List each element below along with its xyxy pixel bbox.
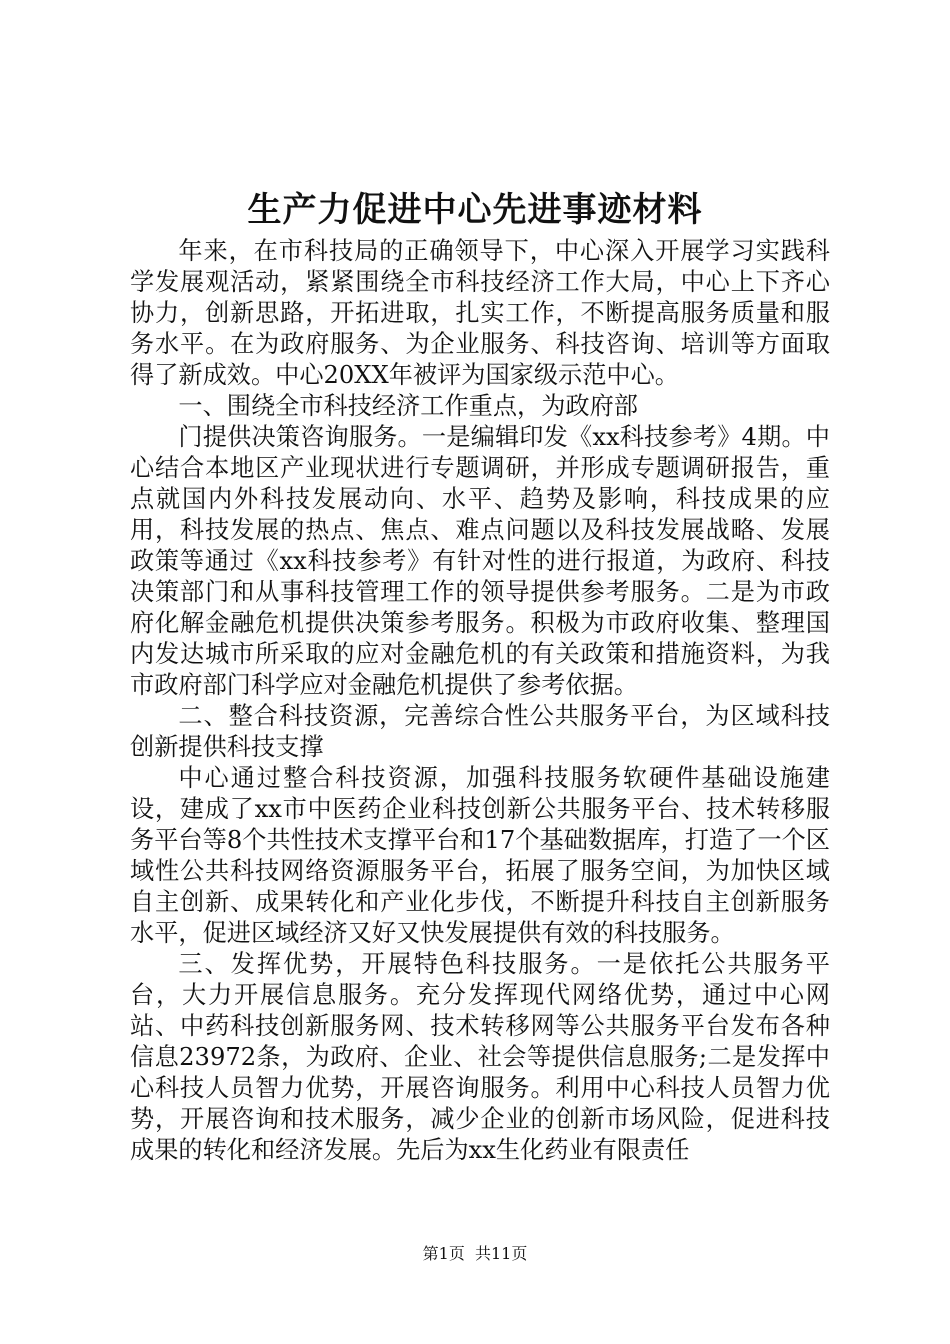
paragraph-intro: 年来，在市科技局的正确领导下，中心深入开展学习实践科学发展观活动，紧紧围绕全市科技经济工作大局，中心上下齐心协力，创新思路，开拓进取，扎实工作，不断提高服务质量和服务水平。在为政府服务、为企业服务、科技咨询、培训等方面取得了新成效。中心20XX年被评为国家级示范中心。 xyxy=(130,237,830,389)
paragraph-section-3-body: 三、发挥优势，开展特色科技服务。一是依托公共服务平台，大力开展信息服务。充分发挥现代网络优势，通过中心网站、中药科技创新服务网、技术转移网等公共服务平台发布各种信息23972条，为政府、企业、社会等提供信息服务;二是发挥中心科技人员智力优势，开展咨询服务。利用中心科技人员智力优势，开展咨询和技术服务，减少企业的创新市场风险，促进科技成果的转化和经济发展。先后为xx生化药业有限责任 xyxy=(130,950,830,1164)
paragraph-section-2-heading: 二、整合科技资源，完善综合性公共服务平台，为区域科技创新提供科技支撑 xyxy=(130,702,830,761)
paragraph-section-1-body: 门提供决策咨询服务。一是编辑印发《xx科技参考》4期。中心结合本地区产业现状进行专题调研，并形成专题调研报告，重点就国内外科技发展动向、水平、趋势及影响，科技成果的应用，科技发展的热点、焦点、难点问题以及科技发展战略、发展政策等通过《xx科技参考》有针对性的进行报道，为政府、科技决策部门和从事科技管理工作的领导提供参考服务。二是为市政府化解金融危机提供决策参考服务。积极为市政府收集、整理国内发达城市所采取的应对金融危机的有关政策和措施资料，为我市政府部门科学应对金融危机提供了参考依据。 xyxy=(130,423,830,699)
document-body xyxy=(130,236,830,1166)
paragraph-section-1-heading: 一、围绕全市科技经济工作重点，为政府部 xyxy=(178,392,638,420)
page-footer xyxy=(0,1243,950,1265)
page-number-label: 第1页 共11页 xyxy=(422,1244,528,1263)
document-title: 生产力促进中心先进事迹材料 xyxy=(247,190,703,230)
paragraph-section-2-body: 中心通过整合科技资源，加强科技服务软硬件基础设施建设，建成了xx市中医药企业科技创新公共服务平台、技术转移服务平台等8个共性技术支撑平台和17个基础数据库，打造了一个区域性公共科技网络资源服务平台，拓展了服务空间，为加快区域自主创新、成果转化和产业化步伐，不断提升科技自主创新服务水平，促进区域经济又好又快发展提供有效的科技服务。 xyxy=(130,764,830,947)
